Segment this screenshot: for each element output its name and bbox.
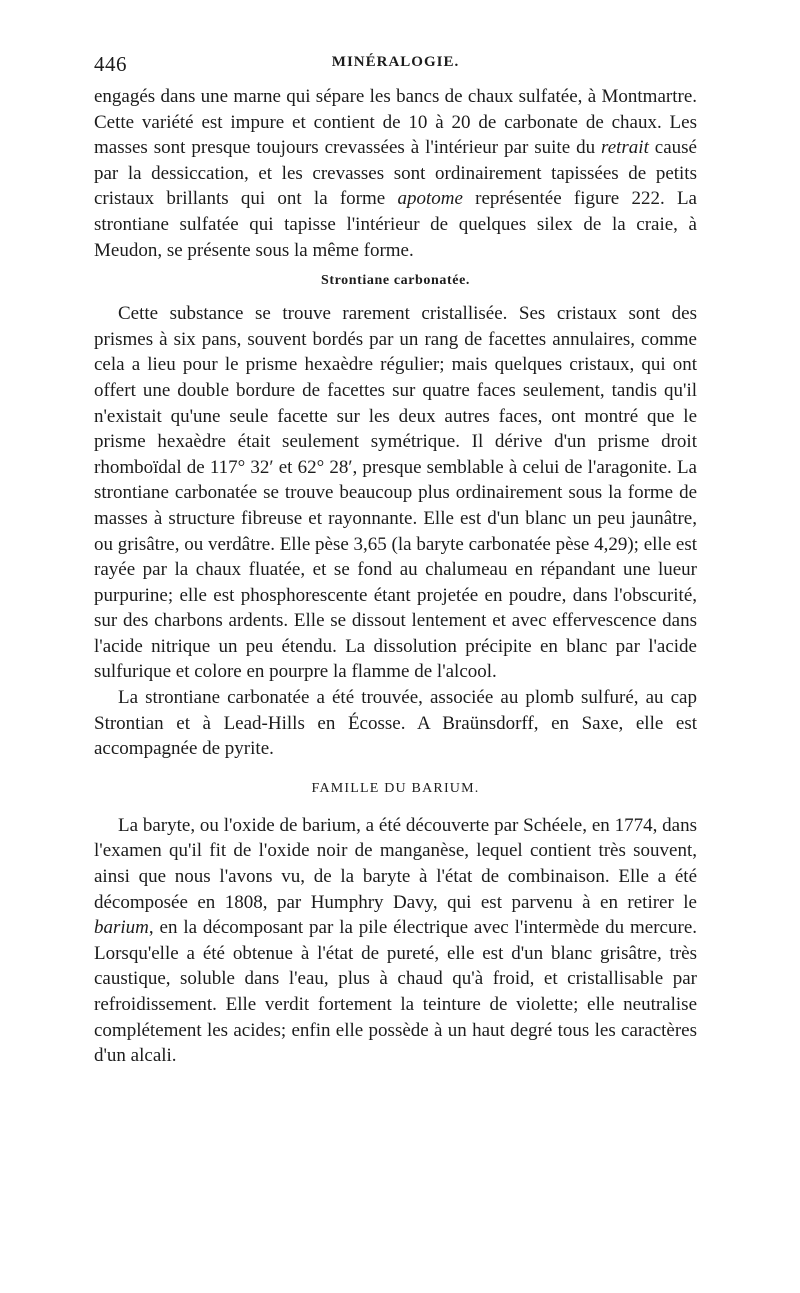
page-number: 446 bbox=[94, 52, 127, 76]
paragraph-strontiane-carbonatee: Cette substance se trouve rarement cristallisée. Ses cristaux sont des prismes à six pans, souvent bordés par un rang de facettes annulaires, comme cela a lieu pour le prisme hexaèdre régulier; mais quelques cristaux, qui ont offert une double bordure de facettes sur quatre faces seulement, tandis qu'il n'existait qu'une seule facette sur les deux autres faces, ont montré que le prisme hexaèdre était seulement symétrique. Il dérive d'un prisme droit rhomboïdal de 117° 32′ et 62° 28′, presque semblable à celui de l'aragonite. La strontiane carbonatée se trouve beaucoup plus ordinairement sous la forme de masses à structure fibreuse et rayonnante. Elle est d'un blanc un peu jaunâtre, ou grisâtre, ou verdâtre. Elle pèse 3,65 (la baryte carbonatée pèse 4,29); elle est rayée par la chaux fluatée, et se fond au chalumeau en répandant une lueur purpurine; elle est phosphorescente étant projetée en poudre, dans l'obscurité, sur des charbons ardents. Elle se dissout lentement et avec effervescence dans l'acide nitrique un peu étendu. La dissolution précipite en blanc par l'acide sulfurique et colore en pourpre la flamme de l'alcool. bbox=[94, 303, 697, 683]
paragraph-continued bbox=[94, 84, 697, 263]
family-heading: FAMILLE DU BARIUM. bbox=[311, 780, 480, 796]
paragraph-4-text-b: , en la décomposant par la pile électrique avec l'intermède du mercure. Lorsqu'elle a été obtenue à l'état de pureté, elle est d'un blanc grisâtre, très caustique, soluble dans l'eau, plus à chaud qu'à froid, et cristallisable par refroidissement. Elle verdit fortement la teinture de violette; elle neutralise complétement les acides; enfin elle possède à un haut degré tous les caractères d'un alcali. bbox=[94, 917, 697, 1067]
book-page bbox=[94, 52, 697, 1069]
paragraph-baryte bbox=[94, 813, 697, 1069]
section-heading: Strontiane carbonatée. bbox=[320, 273, 471, 289]
paragraph-1-text-c: représentée figure 222. La strontiane sulfatée qui tapisse l'intérieur de quelques silex de la craie, à Meudon, se présente sous la même forme. bbox=[94, 188, 697, 261]
term-apotome: apotome bbox=[397, 188, 463, 210]
term-barium: barium bbox=[94, 917, 149, 939]
page-header bbox=[94, 52, 697, 84]
running-head: MINÉRALOGIE. bbox=[331, 54, 460, 70]
paragraph-4-text-a: La baryte, ou l'oxide de barium, a été découverte par Schéele, en 1774, dans l'examen qu'il fit de l'oxide noir de manganèse, lequel contient très souvent, ainsi que nous l'avons vu, de la baryte à l'état de combinaison. Elle a été décomposée en 1808, par Humphry Davy, qui est parvenu à en retirer le bbox=[94, 814, 697, 913]
term-retrait: retrait bbox=[601, 137, 649, 159]
paragraph-1-text-b: causé par la dessiccation, et les crevasses sont ordinairement tapissées de petits cristaux brillants qui ont la forme bbox=[94, 137, 697, 210]
paragraph-1-text-a: engagés dans une marne qui sépare les bancs de chaux sulfatée, à Montmartre. Cette variété est impure et contient de 10 à 20 de carbonate de chaux. Les masses sont presque toujours crevassées à l'intérieur par suite du bbox=[94, 86, 697, 159]
paragraph-localities: La strontiane carbonatée a été trouvée, associée au plomb sulfuré, au cap Strontian et à Lead-Hills en Écosse. A Braünsdorff, en Saxe, elle est accompagnée de pyrite. bbox=[94, 687, 697, 760]
